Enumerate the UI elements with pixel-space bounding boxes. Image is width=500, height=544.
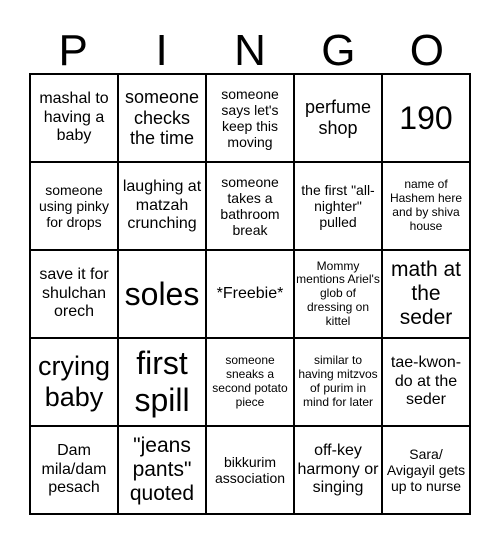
bingo-cell-r5c5[interactable]: Sara/ Avigayil gets up to nurse (382, 426, 470, 514)
bingo-cell-r4c5[interactable]: tae-kwon-do at the seder (382, 338, 470, 426)
bingo-cell-r1c1[interactable]: mashal to having a baby (30, 74, 118, 162)
bingo-cell-r1c2[interactable]: someone checks the time (118, 74, 206, 162)
header-letter-n: N (234, 26, 266, 75)
header-letter-g: G (321, 26, 356, 75)
header-letter-i: I (155, 26, 168, 75)
header-letter-o: O (409, 26, 444, 75)
bingo-board (29, 73, 471, 515)
bingo-cell-r5c4[interactable]: off-key harmony or singing (294, 426, 382, 514)
bingo-cell-r2c2[interactable]: laughing at matzah crunching (118, 162, 206, 250)
bingo-cell-r5c2[interactable]: "jeans pants" quoted (118, 426, 206, 514)
header-letter-p: P (58, 26, 88, 75)
bingo-cell-r4c1[interactable]: crying baby (30, 338, 118, 426)
bingo-cell-r4c4[interactable]: similar to having mitzvos of purim in mind for later (294, 338, 382, 426)
bingo-cell-r4c3[interactable]: someone sneaks a second potato piece (206, 338, 294, 426)
bingo-header (29, 28, 471, 74)
bingo-cell-r3c4[interactable]: Mommy mentions Ariel's glob of dressing on kittel (294, 250, 382, 338)
bingo-cell-r2c1[interactable]: someone using pinky for drops (30, 162, 118, 250)
bingo-cell-r5c1[interactable]: Dam mila/dam pesach (30, 426, 118, 514)
bingo-cell-r2c5[interactable]: name of Hashem here and by shiva house (382, 162, 470, 250)
bingo-cell-r3c1[interactable]: save it for shulchan orech (30, 250, 118, 338)
bingo-cell-r1c3[interactable]: someone says let's keep this moving (206, 74, 294, 162)
bingo-cell-r1c4[interactable]: perfume shop (294, 74, 382, 162)
bingo-cell-r3c2[interactable]: soles (118, 250, 206, 338)
bingo-cell-r1c5[interactable]: 190 (382, 74, 470, 162)
bingo-cell-r2c3[interactable]: someone takes a bathroom break (206, 162, 294, 250)
bingo-cell-r2c4[interactable]: the first "all-nighter" pulled (294, 162, 382, 250)
bingo-cell-r3c5[interactable]: math at the seder (382, 250, 470, 338)
bingo-cell-r4c2[interactable]: first spill (118, 338, 206, 426)
bingo-cell-r3c3-freebie[interactable]: *Freebie* (206, 250, 294, 338)
bingo-cell-r5c3[interactable]: bikkurim association (206, 426, 294, 514)
